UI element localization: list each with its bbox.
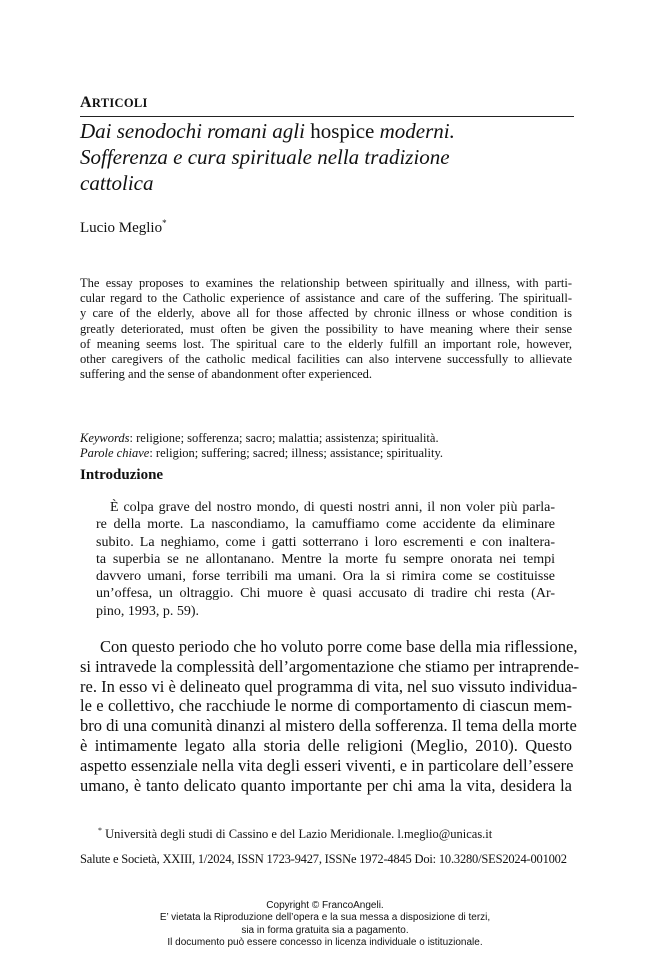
abstract-line: y care of the elderly, above all for those affected by chronic illness or whose condition is bbox=[80, 306, 572, 321]
abstract-line: of meaning seems lost. The spiritual care to the elderly fulfill an important role, however, bbox=[80, 336, 572, 351]
abstract-line: greatly deteriorated, must often be given the possibility to have meaning where their sense bbox=[80, 321, 572, 336]
body-line: le e collettivo, che racchiude le norme di comportamento di ciascun mem- bbox=[80, 696, 572, 716]
quote-line: È colpa grave del nostro mondo, di questi nostri anni, il non voler più parla- bbox=[110, 500, 555, 515]
abstract-line: other caregivers of the catholic medical facilities can also intervene successfully to allievate bbox=[80, 352, 572, 367]
body-line: è intimamente legato alla storia delle religioni (Meglio, 2010). Questo bbox=[80, 735, 572, 755]
section-label: ARTICOLI bbox=[80, 94, 148, 111]
quote-line: subito. La neghiamo, come i gatti sotterrano i loro escrementi e con inaltera- bbox=[96, 534, 555, 550]
quote-line: ta superbia se ne allontanano. Mentre la morte fu sempre onorata nei tempi bbox=[96, 551, 555, 567]
body-line: Con questo periodo che ho voluto porre come base della mia riflessione, bbox=[100, 637, 578, 656]
section-heading: Introduzione bbox=[80, 467, 164, 483]
footnote: * Università degli studi di Cassino e del Lazio Meridionale. l.meglio@unicas.it bbox=[98, 826, 493, 842]
keywords-en: Keywords: religione; sofferenza; sacro; malattia; assistenza; spiritualità. bbox=[80, 431, 439, 445]
title-part-1: Dai senodochi romani agli bbox=[80, 119, 311, 143]
copyright-notice bbox=[0, 900, 650, 949]
block-quote bbox=[96, 499, 555, 620]
body-line: si intravede la complessità dell’argomentazione che stiamo per intraprende- bbox=[80, 656, 580, 676]
abstract-line: The essay proposes to examines the relationship between spiritually and illness, with parti- bbox=[80, 276, 572, 290]
body-line: bro di una comunità dinanzi al mistero della sofferenza. Il tema della morte bbox=[80, 716, 577, 736]
section-rule bbox=[80, 116, 574, 117]
title-part-2: hospice bbox=[310, 119, 375, 143]
title-line-3: cattolica bbox=[80, 171, 154, 195]
keywords-it: Parole chiave: religion; suffering; sacred; illness; assistance; spirituality. bbox=[80, 446, 444, 461]
body-paragraph bbox=[80, 637, 580, 795]
quote-line: re della morte. La nascondiamo, la camuffiamo come accidente da eliminare bbox=[96, 517, 555, 533]
abstract-line: suffering and the sense of abandonment ofter experienced. bbox=[80, 367, 373, 382]
journal-citation: Salute e Società, XXIII, 1/2024, ISSN 1723-9427, ISSNe 1972-4845 Doi: 10.3280/SES2024-001002 bbox=[80, 852, 567, 866]
copyright-line: Copyright © FrancoAngeli. bbox=[266, 900, 384, 911]
title-part-3: moderni. bbox=[374, 119, 455, 143]
quote-line: davvero umani, forse terribili ma umani. Ora la si rimira come se costituisse bbox=[96, 569, 555, 585]
article-title bbox=[80, 118, 580, 196]
quote-line: pino, 1993, p. 59). bbox=[96, 603, 200, 619]
body-line: aspetto essenziale nella vita degli esseri viventi, e in particolare dell’essere bbox=[80, 755, 574, 775]
abstract-line: cular regard to the Catholic experience of assistance and care of the suffering. The spirituall- bbox=[80, 291, 572, 306]
copyright-line: sia in forma gratuita sia a pagamento. bbox=[241, 924, 409, 936]
title-line-2: Sofferenza e cura spirituale nella tradizione bbox=[80, 145, 450, 169]
keywords bbox=[80, 431, 580, 461]
author: Lucio Meglio* bbox=[80, 218, 167, 236]
body-line: umano, è tanto delicato quanto importante per chi ama la vita, desidera la bbox=[80, 775, 572, 795]
quote-line: un’offesa, un oltraggio. Chi muore è quasi accusato di tradire chi resta (Ar- bbox=[96, 586, 555, 602]
abstract bbox=[80, 276, 572, 382]
author-footnote-mark: * bbox=[162, 218, 167, 228]
copyright-line: Il documento può essere concesso in licenza individuale o istituzionale. bbox=[167, 936, 483, 948]
body-line: re. In esso vi è delineato quel programma di vita, nel suo vissuto individua- bbox=[80, 676, 578, 696]
copyright-line: E’ vietata la Riproduzione dell’opera e la sua messa a disposizione di terzi, bbox=[159, 912, 491, 924]
